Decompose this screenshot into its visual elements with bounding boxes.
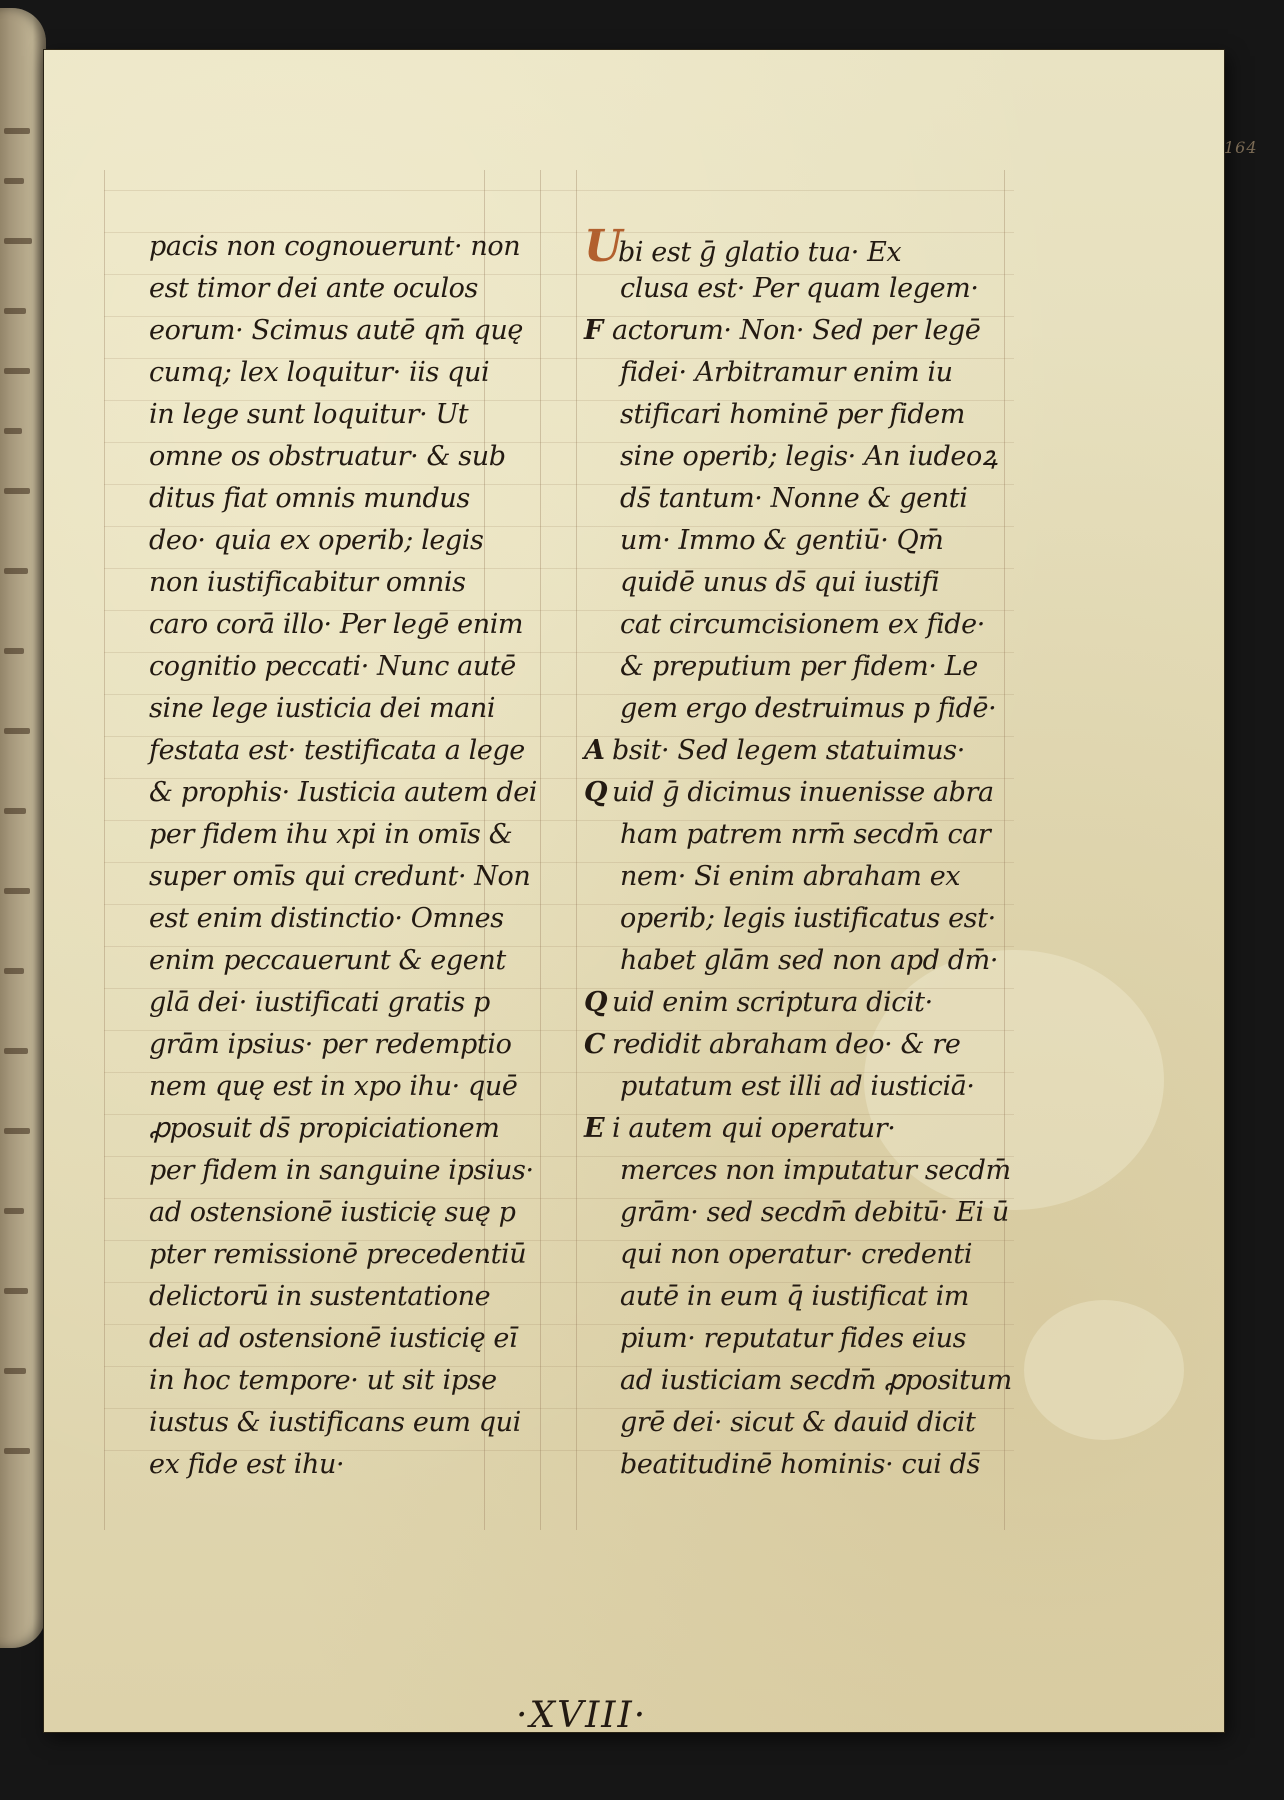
line-text: cat circumcisionem ex fide·: [620, 609, 985, 640]
ruling-line: [104, 1072, 1014, 1073]
text-line: per fidem ihu xpi in omīs &: [149, 819, 513, 850]
line-text: ad iusticiam secdm̄ ꝓpositum: [620, 1365, 1012, 1396]
ruling-line: [104, 1366, 1014, 1367]
line-text: actorum· Non· Sed per legē: [612, 315, 981, 346]
text-line: in hoc tempore· ut sit ipse: [149, 1365, 497, 1396]
line-text: autē in eum q̄ iustificat im: [620, 1281, 970, 1312]
decorated-initial: U: [584, 221, 622, 272]
ruling-line: [104, 526, 1014, 527]
paragraph-initial: Q: [584, 987, 608, 1018]
line-text: um· Immo & gentiū· Qm̄: [620, 525, 944, 556]
paragraph-initial: Q: [584, 777, 608, 808]
ruling-line: [104, 652, 1014, 653]
text-line: & prophis· Iusticia autem dei: [149, 777, 538, 808]
text-line: ꝓposuit ds̄ propiciationem: [149, 1113, 500, 1144]
ruling-line: [104, 946, 1014, 947]
line-text: bi est ḡ glatio tua· Ex: [618, 237, 902, 268]
line-text: & preputium per fidem· Le: [620, 651, 978, 682]
ruling-line: [104, 400, 1014, 401]
text-line: festata est· testificata a lege: [149, 735, 525, 766]
line-text: beatitudinē hominis· cui ds̄: [620, 1449, 980, 1480]
ruling-line: [104, 442, 1014, 443]
text-line: pter remissionē precedentiū: [149, 1239, 527, 1270]
line-text: fidei· Arbitramur enim iu: [620, 357, 953, 388]
line-text: operib; legis iustificatus est·: [620, 903, 996, 934]
text-line: glā dei· iustificati gratis p: [149, 987, 490, 1018]
quire-signature: ·XVIII·: [516, 1695, 648, 1736]
ruling-line: [104, 904, 1014, 905]
paragraph-initial: E: [584, 1113, 605, 1144]
line-text: gem ergo destruimus p fidē·: [620, 693, 997, 724]
ruling-line: [104, 1282, 1014, 1283]
text-line: non iustificabitur omnis: [149, 567, 466, 598]
paragraph-initial: A: [584, 735, 605, 766]
line-text: stificari hominē per fidem: [620, 399, 965, 430]
text-line: omne os obstruatur· & sub: [149, 441, 506, 472]
ruling-line: [104, 358, 1014, 359]
ruling-line: [104, 1114, 1014, 1115]
line-text: quidē unus ds̄ qui iustifi: [620, 567, 940, 598]
text-line: per fidem in sanguine ipsius·: [149, 1155, 534, 1186]
ruling-line: [104, 232, 1014, 233]
facing-page-edge: [0, 8, 46, 1648]
right-text-column: [584, 221, 1044, 1486]
text-line: pacis non cognouerunt· non: [149, 231, 521, 262]
text-line: caro corā illo· Per legē enim: [149, 609, 524, 640]
line-text: nem· Si enim abraham ex: [620, 861, 961, 892]
ruling-line: [104, 1240, 1014, 1241]
text-line: dei ad ostensionē iusticię eī: [149, 1323, 518, 1354]
ruling-line: [104, 274, 1014, 275]
line-text: sine operib; legis· An iudeoꝝ: [620, 441, 998, 472]
paragraph-initial: C: [584, 1029, 606, 1060]
ruling-line: [104, 1324, 1014, 1325]
text-line: deo· quia ex operib; legis: [149, 525, 484, 556]
line-text: bsit· Sed legem statuimus·: [612, 735, 965, 766]
line-text: merces non imputatur secdm̄: [620, 1155, 1011, 1186]
text-line: nem quę est in xpo ihu· quē: [149, 1071, 518, 1102]
line-text: redidit abraham deo· & re: [612, 1029, 961, 1060]
text-line: delictorū in sustentatione: [149, 1281, 491, 1312]
ruling-line: [104, 778, 1014, 779]
ruling-line: [104, 736, 1014, 737]
ruling-line: [104, 1198, 1014, 1199]
ruling-line: [104, 568, 1014, 569]
text-line: est enim distinctio· Omnes: [149, 903, 504, 934]
line-text: putatum est illi ad iusticiā·: [620, 1071, 975, 1102]
line-text: i autem qui operatur·: [612, 1113, 896, 1144]
text-line: super omīs qui credunt· Non: [149, 861, 531, 892]
ruling-line: [104, 190, 1014, 191]
paragraph-initial: F: [584, 315, 603, 346]
folio-number: 164: [1224, 138, 1258, 157]
line-text: ds̄ tantum· Nonne & genti: [620, 483, 968, 514]
ruling-line: [104, 1408, 1014, 1409]
line-text: uid ḡ dicimus inuenisse abra: [612, 777, 994, 808]
line-text: uid enim scriptura dicit·: [612, 987, 933, 1018]
ruling-line: [104, 484, 1014, 485]
line-text: clusa est· Per quam legem·: [620, 273, 979, 304]
text-line: in lege sunt loquitur· Ut: [149, 399, 469, 430]
text-line: iustus & iustificans eum qui: [149, 1407, 521, 1438]
line-text: ham patrem nrm̄ secdm̄ car: [620, 819, 991, 850]
line-text: qui non operatur· credenti: [620, 1239, 973, 1270]
text-line: grām ipsius· per redemptio: [149, 1029, 512, 1060]
text-line: ex fide est ihu·: [149, 1449, 345, 1480]
ruling-line: [104, 610, 1014, 611]
ruling-line: [104, 694, 1014, 695]
text-line: enim peccauerunt & egent: [149, 945, 506, 976]
line-text: grām· sed secdm̄ debitū· Ei ū: [620, 1197, 1009, 1228]
text-line: cognitio peccati· Nunc autē: [149, 651, 516, 682]
text-line: eorum· Scimus autē qm̄ quę: [149, 315, 523, 346]
text-line: est timor dei ante oculos: [149, 273, 478, 304]
ruling-line: [104, 820, 1014, 821]
text-line: sine lege iusticia dei mani: [149, 693, 496, 724]
ruling-line: [104, 316, 1014, 317]
ruling-line: [104, 1030, 1014, 1031]
ruling-line: [104, 988, 1014, 989]
line-text: habet glām sed non apd dm̄·: [620, 945, 999, 976]
ruling-line: [104, 1450, 1014, 1451]
manuscript-folio: [44, 50, 1258, 1736]
text-line: cumq; lex loquitur· iis qui: [149, 357, 490, 388]
ruling-line: [104, 1156, 1014, 1157]
text-line: ad ostensionē iusticię suę p: [149, 1197, 516, 1228]
text-line: ditus fiat omnis mundus: [149, 483, 470, 514]
ruling-line: [104, 862, 1014, 863]
left-text-column: [149, 226, 579, 1486]
line-text: grē dei· sicut & dauid dicit: [620, 1407, 976, 1438]
line-text: pium· reputatur fides eius: [620, 1323, 967, 1354]
